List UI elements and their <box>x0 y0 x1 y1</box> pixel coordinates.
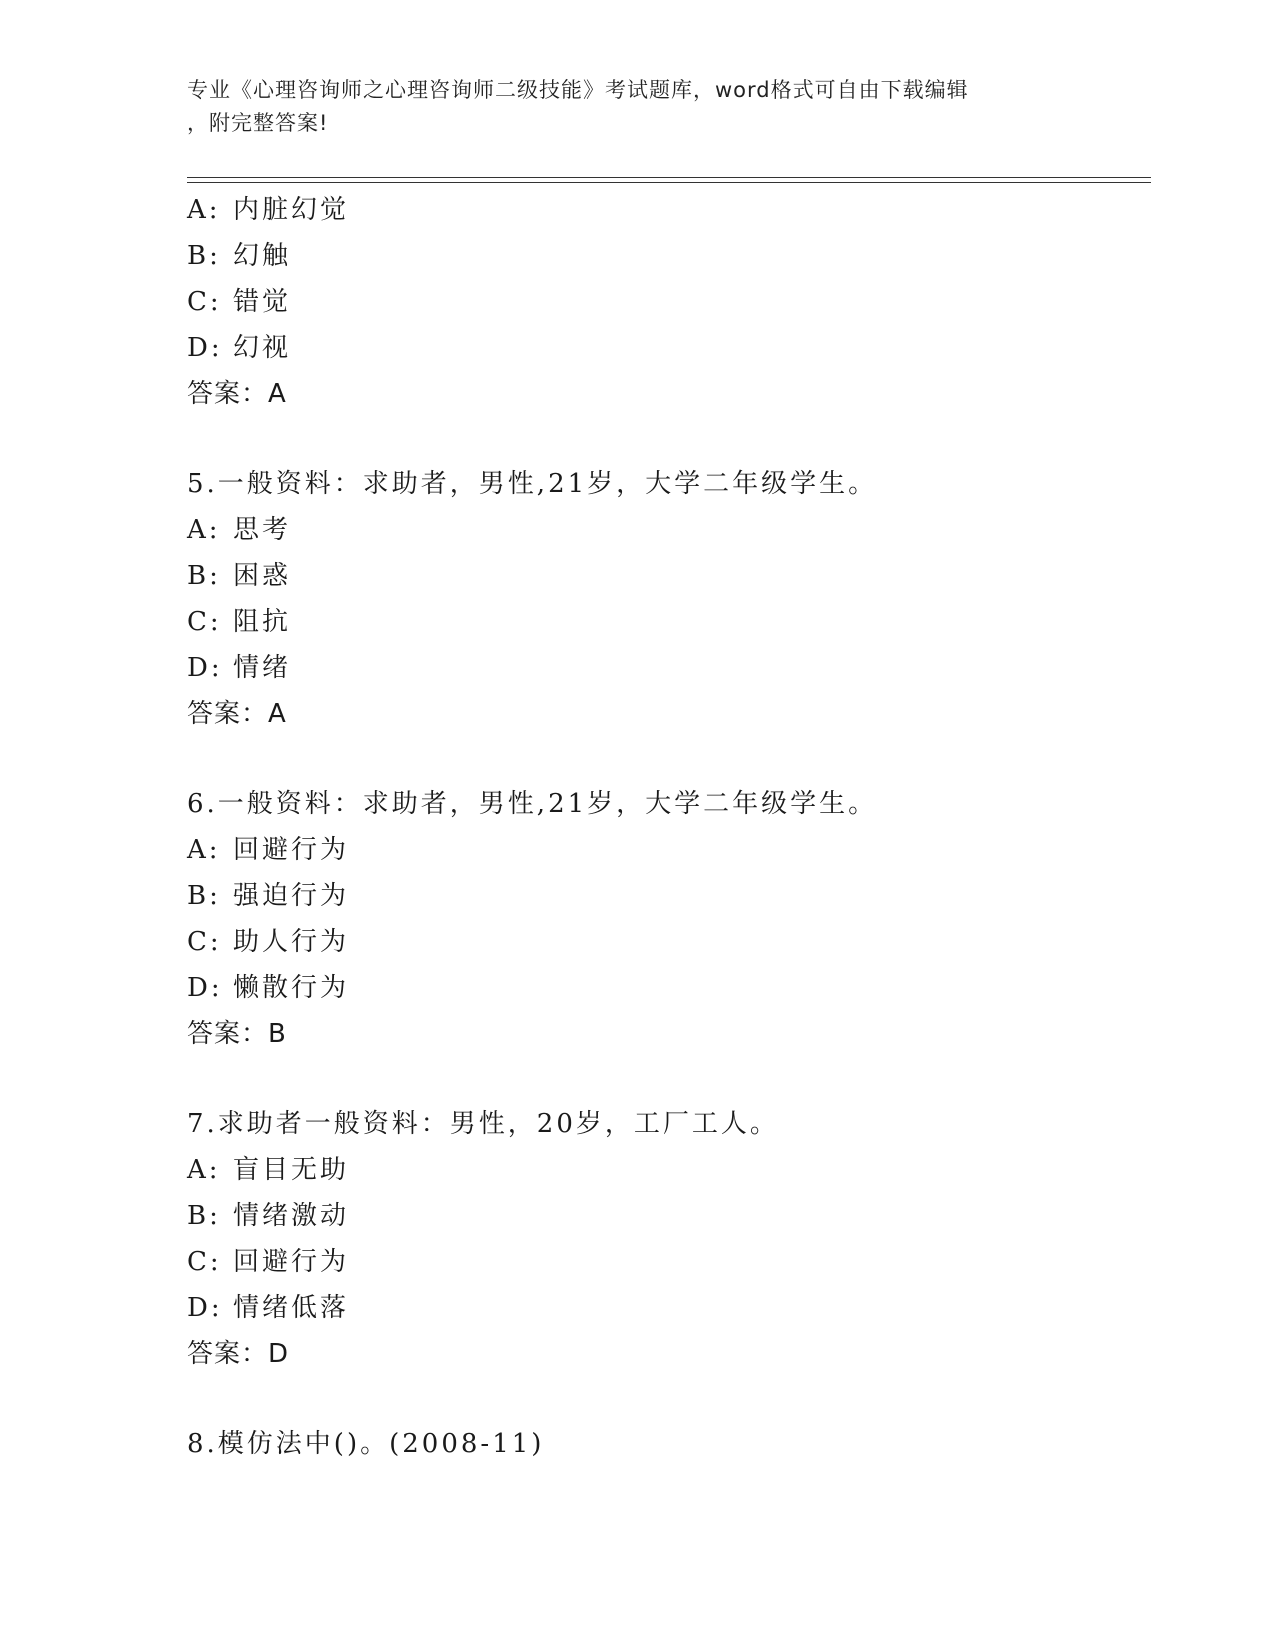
question-list <box>187 187 1147 1467</box>
option-b <box>187 873 1147 919</box>
option-a <box>187 827 1147 873</box>
option-letter: B: <box>187 1201 221 1231</box>
question-text: 5.一般资料：求助者，男性,21岁，大学二年级学生。 <box>187 469 878 499</box>
document-header <box>187 74 1087 140</box>
option-text: 盲目无助 <box>233 1155 350 1185</box>
header-line-2: ，附完整答案! <box>187 111 329 135</box>
option-letter: D: <box>187 653 223 683</box>
option-text: 回避行为 <box>233 835 350 865</box>
option-text: 幻视 <box>233 333 292 363</box>
option-b <box>187 553 1147 599</box>
option-text: 困惑 <box>233 561 292 591</box>
answer-line: 答案：A <box>187 379 287 409</box>
option-letter: C: <box>187 607 222 637</box>
question-7 <box>187 1101 1147 1377</box>
answer-line: 答案：B <box>187 1019 287 1049</box>
option-letter: D: <box>187 333 223 363</box>
option-d <box>187 645 1147 691</box>
option-letter: A: <box>187 835 221 865</box>
question-6 <box>187 781 1147 1057</box>
option-text: 助人行为 <box>233 927 350 957</box>
option-b <box>187 1193 1147 1239</box>
option-a <box>187 187 1147 233</box>
option-a <box>187 507 1147 553</box>
option-letter: A: <box>187 195 221 225</box>
option-letter: A: <box>187 1155 221 1185</box>
option-d <box>187 325 1147 371</box>
option-text: 内脏幻觉 <box>233 195 350 225</box>
option-c <box>187 599 1147 645</box>
question-text: 6.一般资料：求助者，男性,21岁，大学二年级学生。 <box>187 789 878 819</box>
option-a <box>187 1147 1147 1193</box>
option-text: 幻触 <box>233 241 292 271</box>
question-text: 8.模仿法中()。(2008-11) <box>187 1429 545 1459</box>
option-text: 情绪低落 <box>233 1293 350 1323</box>
question-4 <box>187 187 1147 417</box>
option-letter: C: <box>187 927 222 957</box>
option-c <box>187 919 1147 965</box>
option-letter: B: <box>187 561 221 591</box>
option-text: 错觉 <box>233 287 292 317</box>
option-letter: C: <box>187 287 222 317</box>
option-text: 强迫行为 <box>233 881 350 911</box>
option-letter: D: <box>187 973 223 1003</box>
option-letter: A: <box>187 515 221 545</box>
option-text: 懒散行为 <box>233 973 350 1003</box>
question-5 <box>187 461 1147 737</box>
option-c <box>187 1239 1147 1285</box>
option-d <box>187 965 1147 1011</box>
option-text: 情绪激动 <box>233 1201 350 1231</box>
option-letter: B: <box>187 881 221 911</box>
option-letter: D: <box>187 1293 223 1323</box>
answer-line: 答案：D <box>187 1339 290 1369</box>
option-d <box>187 1285 1147 1331</box>
answer-line: 答案：A <box>187 699 287 729</box>
option-letter: B: <box>187 241 221 271</box>
option-text: 回避行为 <box>233 1247 350 1277</box>
header-divider-top <box>187 177 1151 178</box>
option-letter: C: <box>187 1247 222 1277</box>
option-c <box>187 279 1147 325</box>
option-b <box>187 233 1147 279</box>
header-divider-bottom <box>187 182 1151 183</box>
question-8 <box>187 1421 1147 1467</box>
header-line-1: 专业《心理咨询师之心理咨询师二级技能》考试题库，word格式可自由下载编辑 <box>187 78 969 102</box>
option-text: 思考 <box>233 515 292 545</box>
option-text: 阻抗 <box>233 607 292 637</box>
question-text: 7.求助者一般资料：男性，20岁，工厂工人。 <box>187 1109 779 1139</box>
option-text: 情绪 <box>233 653 292 683</box>
